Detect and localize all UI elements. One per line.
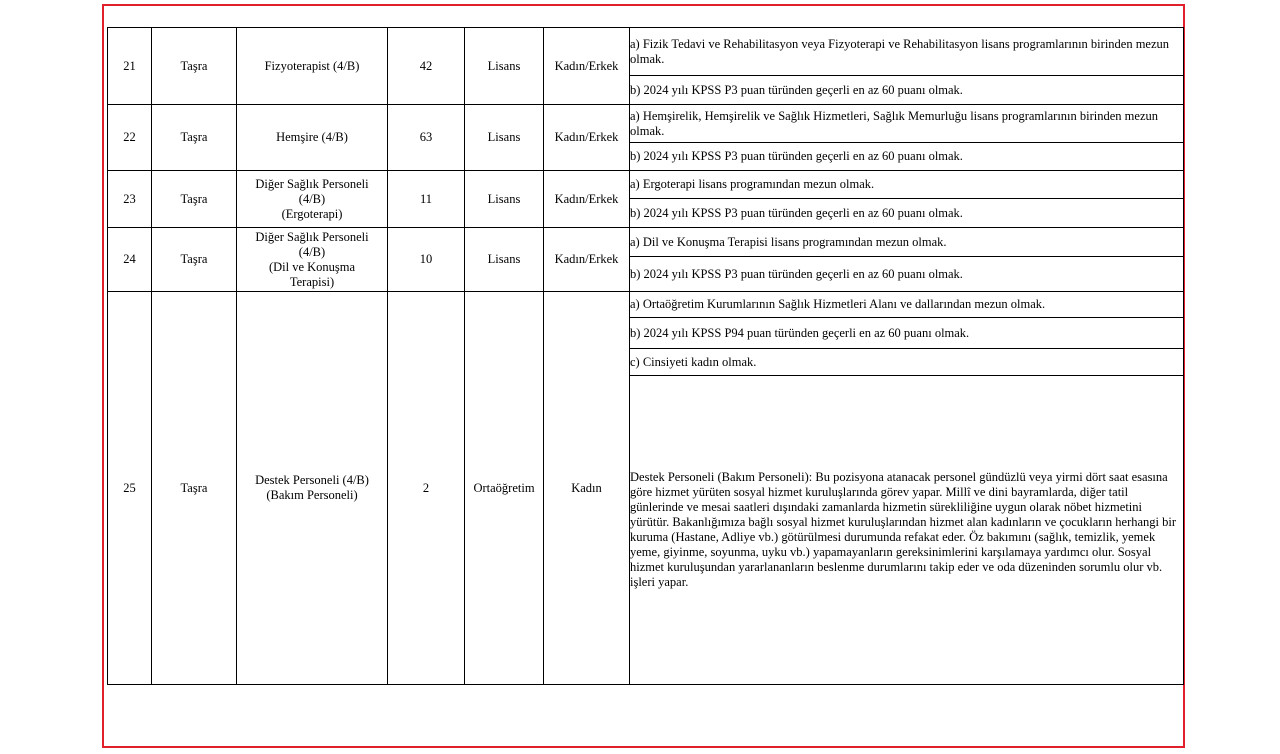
requirement-cell: a) Dil ve Konuşma Terapisi lisans programından mezun olmak. [630,228,1184,257]
job-description: Destek Personeli (Bakım Personeli): Bu pozisyona atanacak personel gündüzlü veya yirmi dört saat esasına göre hizmet yürüten sosyal hizmet kuruluşlarında görev yapar. Millî ve dini bayramlarda, diğer tatil günlerinde ve mesai saatleri dışındaki zamanlarda hizmetin sürekliliğine uygun olarak nöbet hizmetini yürütür. Bakanlığımıza bağlı sosyal hizmet kuruluşlarından hizmet alan kadınların ve çocukların herhangi bir kuruma (Hastane, Adliye vb.) götürülmesi durumunda refakat eder. Öz bakımını (sağlık, temizlik, yemek yeme, giyinme, soyunma, uyku vb.) yapamayanların gereksinimlerini karşılamaya yardımcı olur. Sosyal hizmet kuruluşundan yararlananların beslenme durumlarını takip eder ve oda düzeninden sorumlu olur vb. işleri yapar. [630,376,1184,685]
requirement-cell: b) 2024 yılı KPSS P3 puan türünden geçerli en az 60 puanı olmak. [630,257,1184,292]
gender-cell: Kadın/Erkek [544,105,630,171]
location-cell: Taşra [152,105,237,171]
position-count: 42 [388,28,465,105]
location-cell: Taşra [152,28,237,105]
row-number: 23 [108,171,152,228]
education-level: Lisans [465,171,544,228]
position-title: Hemşire (4/B) [237,105,388,171]
position-count: 63 [388,105,465,171]
requirement-cell: b) 2024 yılı KPSS P3 puan türünden geçerli en az 60 puanı olmak. [630,76,1184,105]
gender-cell: Kadın/Erkek [544,171,630,228]
row-number: 24 [108,228,152,292]
table-row [108,28,1184,76]
location-cell: Taşra [152,292,237,685]
education-level: Lisans [465,105,544,171]
table-row [108,105,1184,143]
gender-cell: Kadın [544,292,630,685]
position-title: Diğer Sağlık Personeli (4/B) (Ergoterapi) [237,171,388,228]
requirement-cell: a) Hemşirelik, Hemşirelik ve Sağlık Hizmetleri, Sağlık Memurluğu lisans programlarının birinden mezun olmak. [630,105,1184,143]
row-number: 22 [108,105,152,171]
position-count: 11 [388,171,465,228]
position-title: Fizyoterapist (4/B) [237,28,388,105]
requirement-cell: a) Ergoterapi lisans programından mezun olmak. [630,171,1184,199]
row-number: 25 [108,292,152,685]
education-level: Ortaöğretim [465,292,544,685]
requirement-cell: b) 2024 yılı KPSS P94 puan türünden geçerli en az 60 puanı olmak. [630,318,1184,349]
table-row [108,292,1184,318]
requirement-cell: b) 2024 yılı KPSS P3 puan türünden geçerli en az 60 puanı olmak. [630,143,1184,171]
row-number: 21 [108,28,152,105]
table-row [108,228,1184,257]
table-row [108,171,1184,199]
position-count: 2 [388,292,465,685]
location-cell: Taşra [152,171,237,228]
requirement-cell: a) Ortaöğretim Kurumlarının Sağlık Hizmetleri Alanı ve dallarından mezun olmak. [630,292,1184,318]
position-count: 10 [388,228,465,292]
position-title: Diğer Sağlık Personeli (4/B) (Dil ve Konuşma Terapisi) [237,228,388,292]
requirement-cell: c) Cinsiyeti kadın olmak. [630,349,1184,376]
education-level: Lisans [465,28,544,105]
location-cell: Taşra [152,228,237,292]
gender-cell: Kadın/Erkek [544,228,630,292]
positions-table [107,27,1184,685]
education-level: Lisans [465,228,544,292]
gender-cell: Kadın/Erkek [544,28,630,105]
requirement-cell: b) 2024 yılı KPSS P3 puan türünden geçerli en az 60 puanı olmak. [630,199,1184,228]
position-title: Destek Personeli (4/B) (Bakım Personeli) [237,292,388,685]
requirement-cell: a) Fizik Tedavi ve Rehabilitasyon veya Fizyoterapi ve Rehabilitasyon lisans programlarının birinden mezun olmak. [630,28,1184,76]
